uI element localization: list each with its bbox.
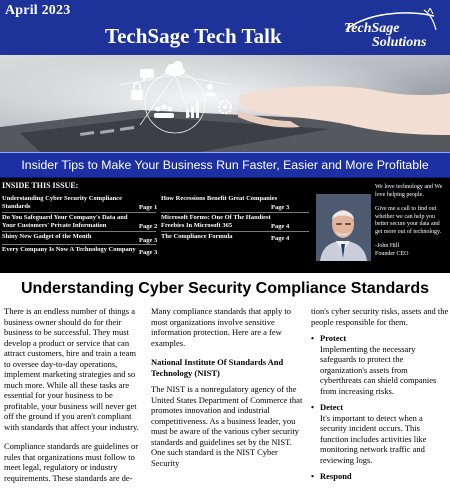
tagline: Insider Tips to Make Your Business Run Faster, Easier and More Profitable — [21, 158, 429, 172]
founder-photo — [316, 194, 371, 261]
bio-name: -John Hill — [375, 243, 400, 249]
bio-call: Give me a call to find out whether we can help you better secure your data and get more out of technology. — [375, 206, 442, 235]
newsletter-title: TechSage Tech Talk — [105, 24, 282, 48]
toc-divider — [2, 212, 156, 213]
tagline-banner — [0, 152, 450, 178]
bullet-detect — [311, 402, 449, 465]
toc-item[interactable]: Microsoft Forms: One Of The Handiest Freebies In Microsoft 365 — [161, 214, 271, 229]
toc-page: Page 3 — [139, 249, 158, 256]
toc-item[interactable]: The Compliance Formula — [161, 233, 233, 240]
toc-page: Page 3 — [271, 204, 290, 211]
bullet-label: Detect — [320, 402, 344, 412]
bullet-icon: • — [311, 471, 314, 481]
bullet-label: Protect — [320, 333, 347, 343]
bullet-label: Respond — [320, 471, 352, 481]
bullet-respond — [311, 471, 449, 482]
toc-heading: INSIDE THIS ISSUE: — [2, 181, 79, 190]
bullet-icon: • — [311, 402, 314, 412]
bio-role: Founder CEO — [375, 250, 409, 257]
masthead — [0, 0, 450, 55]
section-subhead: National Institute Of Standards And Technology (NIST) — [151, 357, 284, 378]
founder-bio — [375, 184, 447, 258]
issue-date: April 2023 — [5, 3, 71, 18]
bio-intro: We love technology and We love helping people. — [375, 184, 443, 198]
toc-page: Page 2 — [139, 223, 158, 230]
toc-item[interactable]: Understanding Cyber Security Compliance Standards — [2, 195, 122, 210]
logo-line-1: TechSage — [344, 21, 400, 36]
logo-line-2: Solutions — [372, 35, 427, 50]
paragraph: Compliance standards are guidelines or rules that organizations must follow to meet legal, regulatory or industry requirements. These standards are de- — [4, 441, 139, 483]
paragraph: The NIST is a nonregulatory agency of the United States Department of Commerce that promotes innovation and industrial competitiveness. As a business leader, you must be aware of the various cyber security standards and guidelines set by the NIST. One such standard is the NIST Cyber Security — [151, 384, 303, 468]
toc-divider — [161, 231, 309, 232]
article-column-3 — [311, 306, 449, 482]
toc-divider — [2, 244, 156, 245]
article-column-1 — [4, 306, 141, 492]
toc-item[interactable]: Every Company Is Now A Technology Company — [2, 246, 136, 253]
toc-page: Page 3 — [139, 237, 158, 244]
toc-item[interactable]: Shiny New Gadget of the Month — [2, 233, 92, 240]
toc-item[interactable]: Do You Safeguard Your Company's Data and Your Customers' Private Information — [2, 214, 128, 229]
toc-page: Page 4 — [271, 235, 290, 242]
bullet-icon: • — [311, 333, 314, 343]
company-logo — [338, 8, 442, 52]
bullet-text: It's important to detect when a security incident occurs. This function includes activities like monitoring network traffic and reviewing logs. — [320, 412, 427, 465]
paragraph: Many compliance standards that apply to most organizations involve sensitive information protection. Here are a few examples. — [151, 306, 291, 348]
toc-item[interactable]: How Recessions Benefit Great Companies — [161, 195, 278, 202]
toc-divider — [2, 231, 156, 232]
paragraph: tion's cyber security risks, assets and the people responsible for them. — [311, 306, 449, 327]
article-headline: Understanding Cyber Security Compliance Standards — [20, 280, 430, 297]
paragraph: There is an endless number of things a business owner should do for their business to be successful. They must develop a product or service that can attract customers, hire and train a team to oversee day-to-day operations, implement marketing strategies and so much more. While all these tasks are essential for your business to be profitable, your business will never get off the ground if you aren't compliant with standards that affect your industry. — [4, 306, 139, 432]
toc-page: Page 1 — [139, 204, 158, 211]
toc-page: Page 4 — [271, 223, 290, 230]
article-column-2 — [151, 306, 305, 477]
hero-image — [0, 55, 450, 152]
bullet-protect — [311, 333, 449, 396]
bullet-text: Implementing the necessary safeguards to protect the organization's assets from cyberthreats can shield companies from increasing risks. — [320, 343, 437, 396]
toc-divider — [161, 212, 309, 213]
